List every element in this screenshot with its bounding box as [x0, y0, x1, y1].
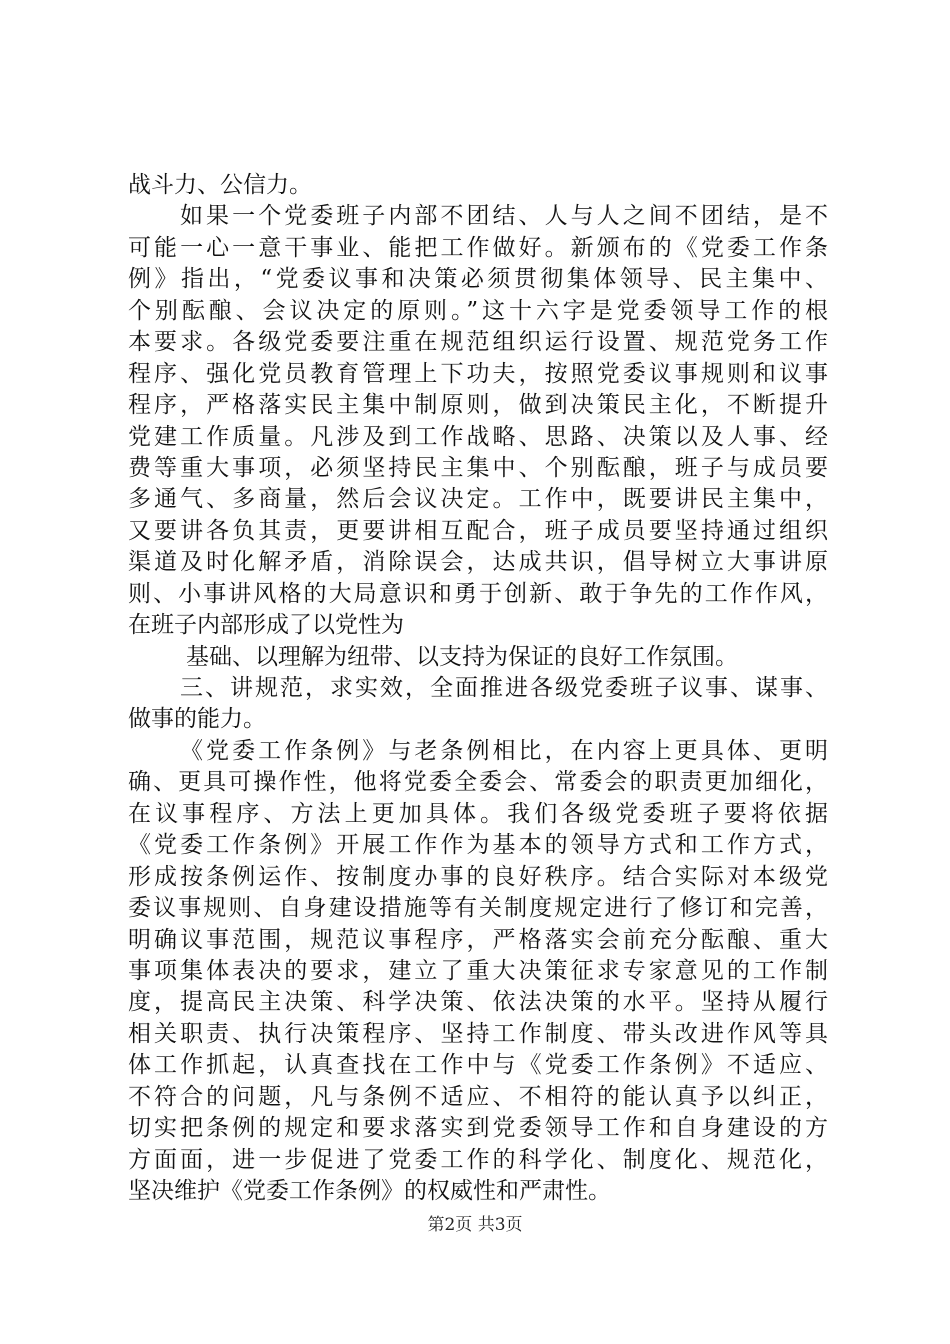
text-line: 本要求。各级党委要注重在规范组织运行设置、规范党务工作	[128, 329, 828, 356]
text-line: 党建工作质量。凡涉及到工作战略、思路、决策以及人事、经	[128, 423, 828, 450]
text-line: 战斗力、公信力。	[128, 172, 312, 198]
text-line: 可能一心一意干事业、能把工作做好。新颁布的《党委工作条	[128, 234, 828, 261]
text-line: 费等重大事项，必须坚持民主集中、个别酝酿，班子与成员要	[128, 454, 828, 481]
text-line: 在议事程序、方法上更加具体。我们各级党委班子要将依据	[128, 800, 828, 827]
page-number-footer: 第2页 共3页	[427, 1215, 523, 1235]
text-line: 不符合的问题，凡与条例不适应、不相符的能认真予以纠正，	[128, 1083, 828, 1110]
text-line: 委议事规则、自身建设措施等有关制度规定进行了修订和完善，	[128, 895, 828, 922]
section-heading: 三、讲规范，求实效，全面推进各级党委班子议事、谋事、	[180, 675, 828, 701]
text-line: 度，提高民主决策、科学决策、依法决策的水平。坚持从履行	[128, 989, 828, 1016]
text-line: 切实把条例的规定和要求落实到党委领导工作和自身建设的方	[128, 1115, 828, 1142]
text-line: 做事的能力。	[128, 706, 266, 733]
text-line: 程序、强化党员教育管理上下功夫，按照党委议事规则和议事	[128, 360, 828, 387]
text-line: 《党委工作条例》与老条例相比，在内容上更具体、更明	[180, 737, 828, 764]
text-line: 坚决维护《党委工作条例》的权威性和严肃性。	[128, 1178, 611, 1204]
text-line: 确、更具可操作性，他将党委全委会、常委会的职责更加细化，	[128, 769, 828, 796]
text-line: 多通气、多商量，然后会议决定。工作中，既要讲民主集中，	[128, 486, 828, 513]
text-line: 《党委工作条例》开展工作作为基本的领导方式和工作方式，	[128, 832, 828, 859]
text-line: 程序，严格落实民主集中制原则，做到决策民主化，不断提升	[128, 392, 828, 419]
text-line: 明确议事范围，规范议事程序，严格落实会前充分酝酿、重大	[128, 926, 828, 953]
text-line: 在班子内部形成了以党性为	[128, 612, 404, 639]
text-line: 基础、以理解为纽带、以支持为保证的良好工作氛围。	[186, 643, 738, 670]
text-line: 如果一个党委班子内部不团结、人与人之间不团结，是不	[180, 203, 828, 230]
text-line: 体工作抓起，认真查找在工作中与《党委工作条例》不适应、	[128, 1052, 828, 1079]
text-line: 个别酝酿、会议决定的原则。”这十六字是党委领导工作的根	[128, 297, 828, 324]
text-line: 事项集体表决的要求，建立了重大决策征求专家意见的工作制	[128, 957, 828, 984]
document-body	[128, 170, 828, 1207]
text-line: 例》指出，“党委议事和决策必须贯彻集体领导、民主集中、	[128, 266, 828, 293]
text-line: 渠道及时化解矛盾，消除误会，达成共识，倡导树立大事讲原	[128, 549, 828, 576]
text-line: 方面面，进一步促进了党委工作的科学化、制度化、规范化，	[128, 1146, 828, 1173]
text-line: 则、小事讲风格的大局意识和勇于创新、敢于争先的工作作风，	[128, 580, 828, 607]
text-line: 形成按条例运作、按制度办事的良好秩序。结合实际对本级党	[128, 863, 828, 890]
text-line: 又要讲各负其责，更要讲相互配合，班子成员要坚持通过组织	[128, 517, 828, 544]
text-line: 相关职责、执行决策程序、坚持工作制度、带头改进作风等具	[128, 1020, 828, 1047]
